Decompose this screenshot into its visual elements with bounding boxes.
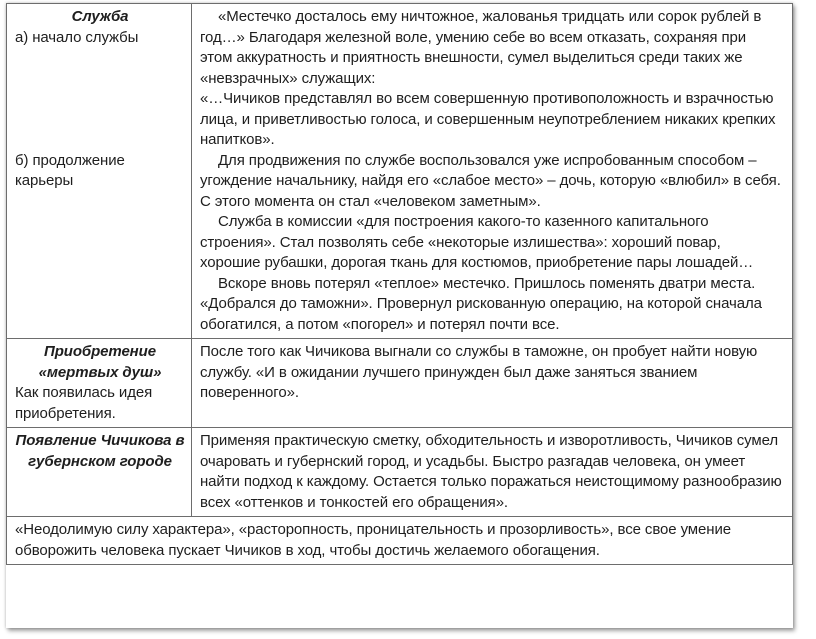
section-subtitle: а) начало службы bbox=[15, 28, 139, 46]
paragraph: После того как Чичикова выгнали со службы в таможне, он пробует найти новую службу. «И в ожидании лучшего принужден был даже заняться званием поверенного». bbox=[200, 343, 758, 401]
section-title: Приобретение «мертвых душ» bbox=[38, 343, 162, 381]
conclusion-text: «Неодолимую силу характера», «расторопность, проницательность и прозорливость», все свое умение обворожить человека пускает Чичиков в ход, чтобы достичь желаемого обогащения. bbox=[15, 521, 731, 559]
table-row bbox=[7, 339, 793, 428]
section-note: Как появилась идея приобретения. bbox=[15, 384, 153, 422]
row-heading-cell bbox=[7, 428, 192, 517]
row-heading-cell bbox=[7, 339, 192, 428]
paragraph: Служба в комиссии «для построения какого-то казенного капитального строения». Стал позволять себе «некоторые излишества»: хороший повар, хорошие рубашки, дорогая ткань для костюмов, приобретение пары лошадей… bbox=[200, 213, 754, 271]
row-content-cell bbox=[192, 339, 793, 428]
paragraph: Вскоре вновь потерял «теплое» местечко. Пришлось поменять дватри места. «Добрался до таможни». Провернул рискованную операцию, на которой сначала обогатился, а потом «погорел» и потерял почти все. bbox=[200, 274, 762, 333]
paragraph: Применяя практическую сметку, обходительность и изворотливость, Чичиков сумел очаровать и губернский город, и усадьбы. Быстро разгадав человека, он умеет найти подход к каждому. Остается только поражаться неистощимому разнообразию всех «оттенков и тонкостей его обращения». bbox=[200, 432, 782, 511]
summary-table bbox=[6, 3, 793, 565]
row-heading-cell bbox=[7, 4, 192, 339]
table-row bbox=[7, 517, 793, 565]
table-row bbox=[7, 4, 793, 339]
row-content-cell bbox=[192, 428, 793, 517]
section-title: Служба bbox=[71, 8, 129, 25]
row-content-cell bbox=[192, 4, 793, 339]
paragraph: Для продвижения по службе воспользовался уже испробованным способом – угождение начальнику, найдя его «слабое место» – дочь, которую «влюбил» в себя. С этого момента он стал «человеком заметным». bbox=[200, 151, 781, 210]
section-title: Появление Чичикова в губернском городе bbox=[15, 432, 185, 470]
paragraph: «Местечко досталось ему ничтожное, жалованья тридцать или сорок рублей в год…» Благодаря железной воле, умению себе во всем отказать, сохраняя при этом аккуратность и приятность внешности, сумел выделиться среди таких же «невзрачных» служащих: bbox=[200, 8, 762, 87]
quote-paragraph: «…Чичиков представлял во всем совершенную противоположность и взрачностью лица, и приветливостью голоса, и совершенным неупотреблением никаких крепких напитков». bbox=[200, 90, 776, 148]
table-row bbox=[7, 428, 793, 517]
section-subtitle: карьеры bbox=[15, 172, 74, 189]
document-page bbox=[6, 3, 793, 628]
section-subtitle: б) продолжение bbox=[15, 151, 125, 169]
footer-cell bbox=[7, 517, 793, 565]
